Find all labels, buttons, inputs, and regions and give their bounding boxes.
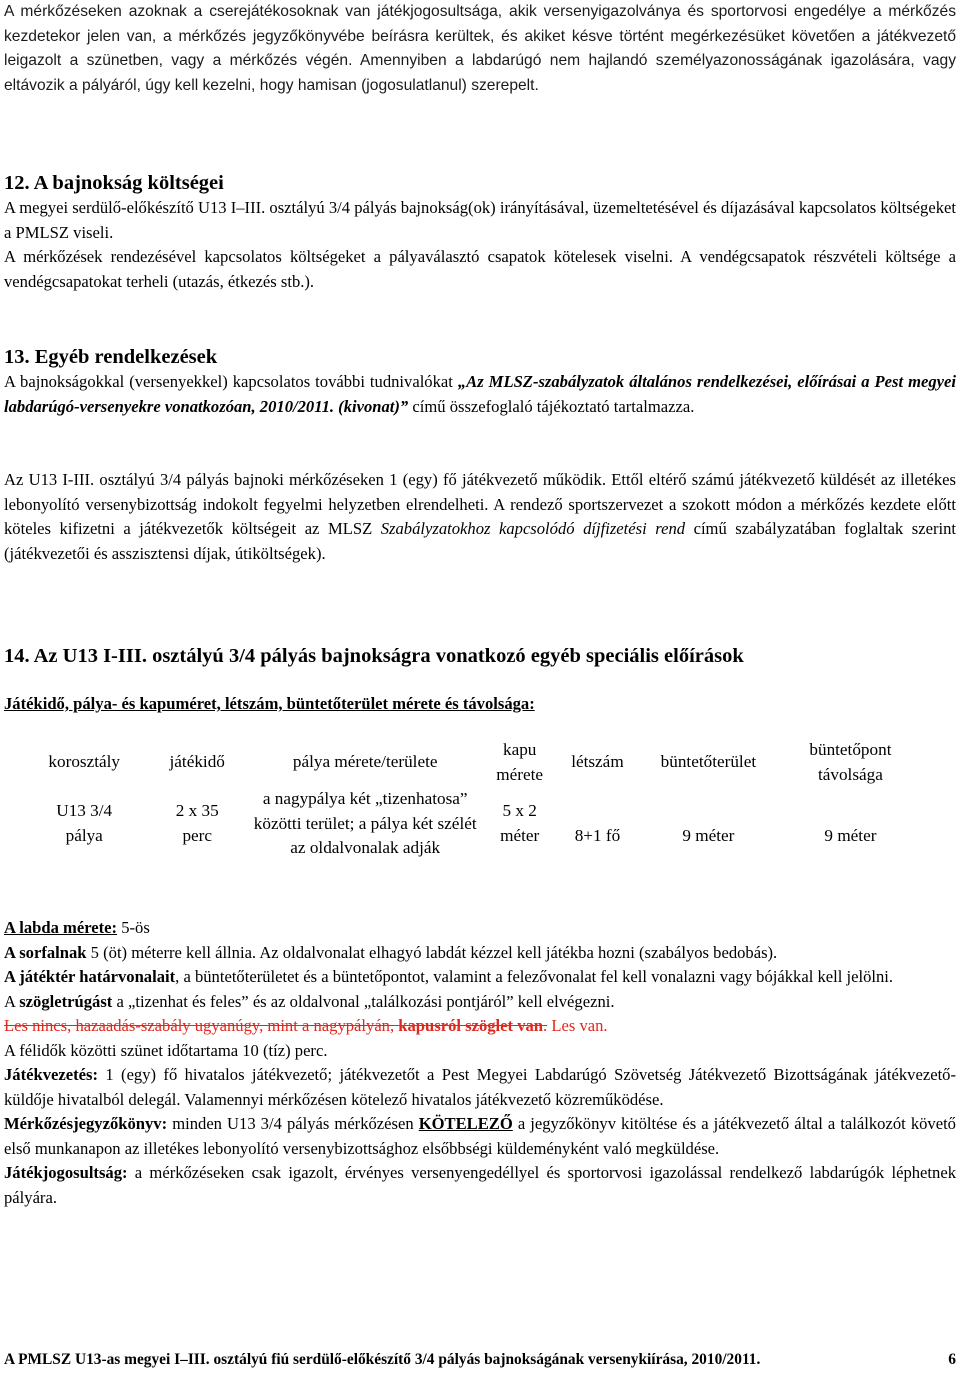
referee-text: Az U13 I-III. osztályú 3/4 pályás bajnoki mérkőzéseken 1 (egy) fő játékvezető működik. Ettől eltérő számú játékvezető küldését az illetékes lebonyolító versenybizottság indokolt fegyelmi helyzetben elrendelheti. A rendező sportszervezet a szokott módon a mérkőzés kezdete előtt köteles kifizetni a játékvezetők költségeit az MLSZ	[4, 470, 956, 538]
deleted-text: kapusról szöglet van	[398, 1016, 544, 1035]
corner-prefix: A	[4, 991, 20, 1011]
refereeing-label: Játékvezetés:	[4, 1065, 98, 1084]
half-time-line: A félidők közötti szünet időtartama 10 (tíz) perc.	[4, 1040, 328, 1060]
table-header-row	[22, 738, 922, 787]
table-cell: U13 3/4 pálya	[56, 801, 113, 845]
corner-text: a „tizenhat és feles” és az oldalvonal „találkozási pontjáról” kell elvégezni.	[112, 991, 615, 1011]
pitch-lines-text: , a büntetőterületet és a büntetőpontot, valamint a felezővonalat fel kell vonalazni vagy bójákkal kell jelölni.	[175, 967, 894, 986]
match-report-text-end: a jegyzőkönyv kitöltése és a játékvezető által a találkozót követő első munkanapon az illetékes lebonyolító versenybizottsághoz elsőbbségi küldeményként való megküldése.	[4, 1114, 956, 1158]
pitch-spec-table	[22, 738, 922, 861]
table-cell: a nagypálya két „tizenhatosa” közötti terület; a pálya két szélét az oldalvonalak adják	[253, 789, 477, 857]
section-13-text-end: című összefoglaló tájékoztató tartalmazza.	[408, 396, 695, 416]
corner-kick-line	[4, 990, 956, 1015]
ball-size-value: 5-ös	[117, 918, 150, 937]
page-number: 6	[948, 1351, 956, 1368]
refereeing-paragraph	[4, 1063, 956, 1112]
match-report-text: minden U13 3/4 pályás mérkőzésen	[167, 1114, 419, 1133]
regulation-reference: „Az MLSZ-szabályzatok általános rendelkezései, előírásai a Pest megyei labdarúgó-versenyekre vonatkozóan, 2010/2011. (kivonat)”	[4, 372, 956, 416]
eligibility-text: a mérkőzéseken csak igazolt, érvényes versenyengedéllyel és sportorvosi igazolással rendelkező labdarúgók léphetnek pályára.	[4, 1163, 956, 1207]
footer-title: A PMLSZ U13-as megyei I–III. osztályú fiú serdülő-előkészítő 3/4 pályás bajnokságának versenykiírása, 2010/2011.	[4, 1351, 761, 1368]
deleted-text: .	[543, 1016, 548, 1035]
eligibility-paragraph	[4, 1161, 956, 1210]
section-13-paragraph-1	[4, 370, 956, 419]
rules-block	[4, 916, 956, 1210]
deleted-text: Les nincs	[4, 1016, 68, 1035]
section-12-paragraph-1: A megyei serdülő-előkészítő U13 I–III. osztályú 3/4 pályás bajnokság(ok) irányításával, üzemeltetésével és díjazásával kapcsolatos költségeket a PMLSZ viseli.	[4, 198, 956, 242]
corner-label: szögletrúgást	[19, 991, 113, 1011]
section-12-title: 12. A bajnokság költségei	[4, 172, 224, 194]
intro-paragraph	[4, 0, 956, 98]
intro-text-2: Amennyiben a labdarúgó nem hajlandó személyazonosságának igazolására, vagy eltávozik a pályáról, úgy kell kezelni, hogy hamisan (jogosulatlanul) szerepelt.	[4, 52, 956, 94]
pitch-lines-line	[4, 965, 956, 990]
table-cell: 2 x 35 perc	[175, 801, 219, 845]
table-header-cell: korosztály	[48, 752, 121, 772]
section-12-paragraph-2: A mérkőzések rendezésével kapcsolatos költségeket a pályaválasztó csapatok kötelesek viselni. A vendégcsapatok részvételi költsége a vendégcsapatokat terheli (utazás, étkezés stb.).	[4, 247, 956, 291]
eligibility-label: Játékjogosultság:	[4, 1163, 128, 1182]
table-header-cell: pálya mérete/területe	[292, 752, 438, 772]
table-header-cell: játékidő	[169, 752, 225, 772]
deleted-text: , hazaadás-szabály ugyanúgy, mint a nagypályán,	[67, 1016, 399, 1035]
table-cell: 5 x 2 méter	[500, 801, 540, 845]
referee-text-end: című szabályzatában foglaltak szerint (játékvezetői és asszisztensi díjak, útiköltségek).	[4, 519, 956, 563]
table-row	[22, 787, 922, 861]
match-report-paragraph	[4, 1112, 956, 1161]
section-13-title: 13. Egyéb rendelkezések	[4, 346, 218, 368]
table-header-cell: büntetőpont távolsága	[809, 740, 892, 784]
table-cell: 9 méter	[824, 825, 877, 845]
table-header-cell: kapu mérete	[496, 740, 544, 784]
section-13-paragraph-2	[4, 468, 956, 566]
wall-line	[4, 941, 956, 966]
page-footer	[4, 1351, 956, 1369]
ball-size-line	[4, 916, 956, 941]
refereeing-text: 1 (egy) fő hivatalos játékvezető; játékvezetőt a Pest Megyei Labdarúgó Szövetség Játékvezető Bizottságának játékvezető-küldője hivatalból delegál. Valamennyi mérkőzésen kötelező hivatalos játékvezető közreműködése.	[4, 1065, 956, 1109]
wall-text: 5 (öt) méterre kell állnia. Az oldalvonalat elhagyó labdát kézzel kell játékba hozni (szabályos bedobás).	[86, 942, 778, 962]
fee-regulation-reference: Szabályzatokhoz kapcsolódó díjfizetési rend	[380, 519, 686, 538]
inserted-text: Les van.	[547, 1016, 608, 1035]
table-header-cell: büntetőterület	[660, 752, 757, 772]
section-13-text: A bajnokságokkal (versenyekkel) kapcsolatos további tudnivalókat	[4, 372, 458, 391]
pitch-lines-label: A játéktér határvonalait	[4, 967, 176, 986]
ball-size-label: A labda mérete:	[4, 918, 118, 937]
mandatory-emphasis: KÖTELEZŐ	[418, 1114, 513, 1133]
table-cell: 8+1 fő	[574, 825, 621, 845]
table-header-cell: létszám	[571, 752, 624, 772]
offside-line	[4, 1014, 956, 1039]
section-14-subtitle: Játékidő, pálya- és kapuméret, létszám, büntetőterület mérete és távolsága:	[4, 694, 535, 713]
table-cell: 9 méter	[682, 825, 735, 845]
match-report-label: Mérkőzésjegyzőkönyv:	[4, 1114, 168, 1133]
intro-text-1: A mérkőzéseken azoknak a cserejátékosoknak van játékjogosultsága, akik versenyigazolványa és sportorvosi engedélye a mérkőzés kezdetekor jelen van, a mérkőzés jegyzőkönyvébe beírásra kerültek, és akiket késve történt megérkezésüket követően a játékvezető leigazolt a szünetben, vagy a mérkőzés végén.	[4, 3, 956, 69]
wall-label: A sorfalnak	[4, 942, 87, 962]
section-14-title: 14. Az U13 I-III. osztályú 3/4 pályás bajnokságra vonatkozó egyéb speciális előírások	[4, 645, 744, 667]
